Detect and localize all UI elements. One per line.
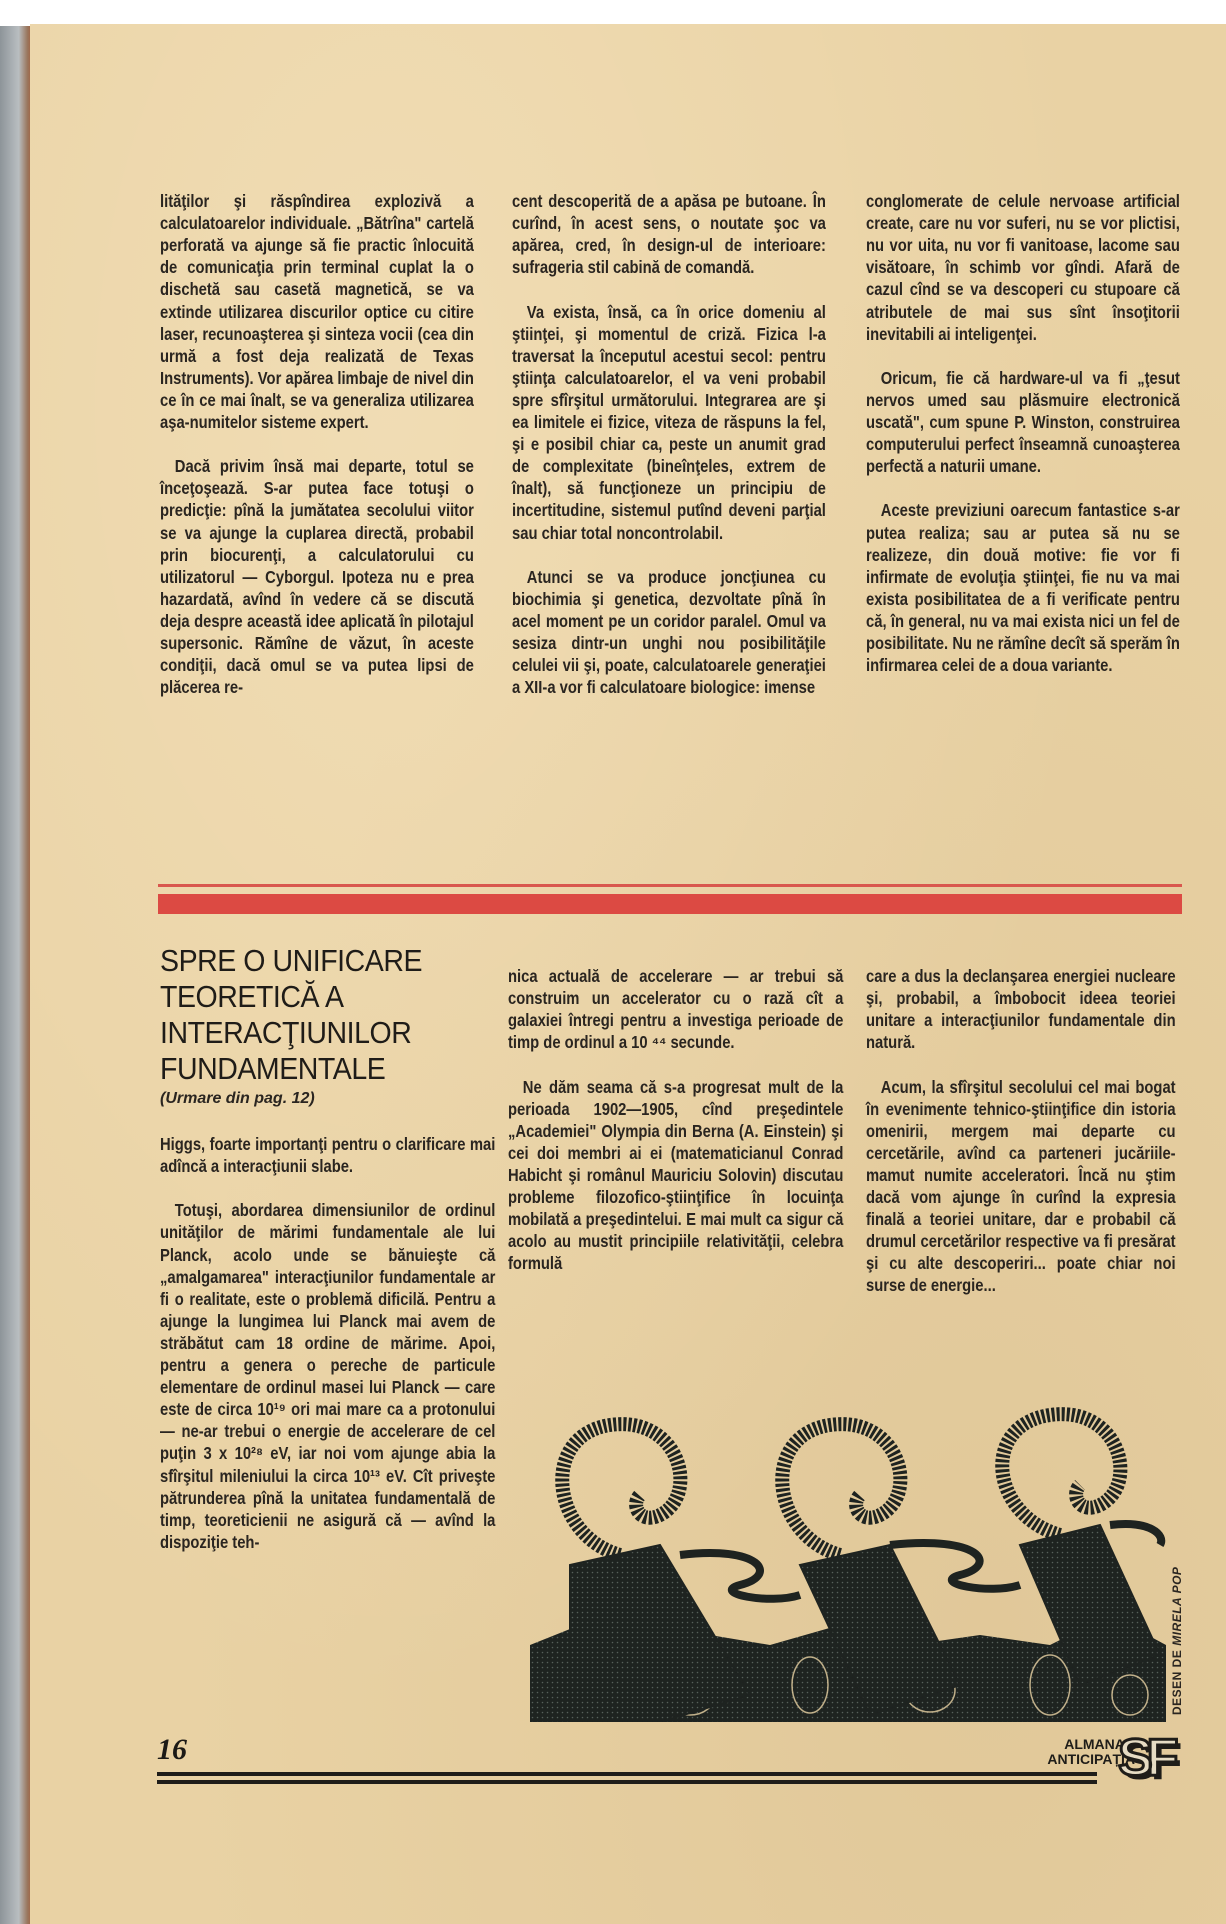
paragraph: Ne dăm seama că s-a progresat mult de la perioada 1902—1905, cînd preşedintele „Academiei" Olympia din Berna (A. Einstein) şi cei doi membri ai ei (matematicianul Conrad Habicht şi românul Mauriciu Solovin) discutau probleme filozofico-ştiinţifice în locuinţa mobilată a preşedintelui. E mai mult ca sigur că acolo au mustit principiile relativităţii, celebra formulă <box>508 1076 844 1274</box>
paragraph: Totuşi, abordarea dimensiunilor de ordinul unităţilor de mărimi fundamentale ale lui Planck, acolo unde se bănuieşte că „amalgamarea" interacţiunilor fundamentale ar fi o realitate, este o problemă dificilă. Pentru a ajunge la lungimea lui Planck mai avem de străbătut cam 18 ordine de mărime. Apoi, pentru a genera o pereche de particule elementare de ordinul masei lui Planck — care este de circa 10¹⁹ ori mai mare ca a protonului — ne-ar trebui o energie de accelerare de cel puţin 3 x 10²⁸ eV, iar noi vom ajunge abia la sfîrşitul mileniului la circa 10¹³ eV. Cît priveşte pătrunderea pînă la unitatea fundamentală de timp, teoreticienii ne asigură că — avînd la dispoziţie teh- <box>160 1200 496 1552</box>
paragraph: nica actuală de accelerare — ar trebui să construim un accelerator cu o rază cît a galaxiei întregi pentru a investiga perioade de timp de ordinul a 10 ⁴⁴ secunde. <box>508 966 844 1053</box>
continued-from-note: (Urmare din pag. 12) <box>160 1090 315 1107</box>
title-line: SPRE O UNIFICARE <box>160 943 423 978</box>
paragraph: Atunci se va produce joncţiunea cu biochimia şi genetica, dezvoltate pînă în acel moment pe un coridor paralel. Omul va sesiza dintr-un unghi nou posibilităţile celulei vii şi, poate, calculatoarele generaţiei a XII-a vor fi calculatoare biologice: imense <box>512 566 826 698</box>
magazine-brand: ALMANAH ANTICIPAȚIA <box>1047 1736 1135 1767</box>
page-number: 16 <box>157 1733 187 1766</box>
title-line: FUNDAMENTALE <box>160 1051 386 1086</box>
paragraph: Aceste previziuni oarecum fantastice s-ar putea realiza; sau ar putea să nu se realizeze, din două motive: fie vor fi infirmate de evoluţia ştiinţei, fie nu va mai exista posibilitatea de a fi verificate pentru că, în general, nu va mai exista nici un fel de posibilitate. Nu ne rămîne decît să sperăm în infirmarea celei de a doua variante. <box>866 500 1180 676</box>
paragraph: Va exista, însă, ca în orice domeniu al ştiinţei, şi momentul de criză. Fizica l-a traversat la începutul acestui secol: pentru ştiinţa calculatoarelor, el va veni probabil spre sfîrşitul următorului. Integrarea are şi ea limitele ei fizice, viteza de răspuns la fel, şi e posibil chiar ca, peste un anumit grad de complexitate (bineînţeles, extrem de înalt), să funcţioneze un principiu de incertitudine, sistemul putînd deveni parţial sau chiar total noncontrolabil. <box>512 301 826 543</box>
paragraph: conglomerate de celule nervoase artificial create, care nu vor suferi, nu se vor plictisi, nu vor uita, nu vor fi vanitoase, lacome sau visătoare, în schimb vor gîndi. Afară de cazul cînd se va descoperi cu stupoare că atributele de mai sus sînt însoţitorii inevitabili ai inteligenţei. <box>866 191 1180 344</box>
title-line: TEORETICĂ A <box>160 979 344 1014</box>
paragraph: cent descoperită de a apăsa pe butoane. În curînd, în acest sens, o noutate şoc va apărea, cred, în design-ul de interioare: sufrageria stil cabină de comandă. <box>512 191 826 278</box>
bottom-article-column-2 <box>508 943 843 1297</box>
bottom-article-column-1 <box>160 1111 495 1575</box>
spiral-tubes-illustration <box>510 1395 1166 1722</box>
separator-thin-rule <box>158 884 1182 887</box>
paragraph: Higgs, foarte importanţi pentru o clarificare mai adîncă a interacţiunii slabe. <box>160 1134 496 1177</box>
illustration-credit: DESEN DE MIRELA POP <box>1170 1566 1184 1715</box>
book-binding <box>0 26 34 1924</box>
top-article-column-1 <box>160 168 474 720</box>
footer-rule-bottom <box>157 1780 1097 1784</box>
paragraph: Oricum, fie că hardware-ul va fi „ţesut nervos umed sau plăsmuire electronică uscată", cum spune P. Winston, construirea computerului perfect înseamnă cunoaşterea perfectă a naturii umane. <box>866 367 1180 477</box>
sf-logo: SF <box>1118 1729 1173 1787</box>
top-article-column-3 <box>866 168 1180 698</box>
article-title <box>160 943 473 1087</box>
bottom-article-column-3 <box>866 943 1176 1319</box>
paragraph: Dacă privim însă mai departe, totul se înceţoşează. S-ar putea face totuşi o predicţie: pînă la jumătatea secolului viitor se va ajunge la cuplarea directă, probabil prin biocurenţi, a calculatorului cu utilizatorul — Cyborgul. Ipoteza nu e prea hazardată, avînd în vedere că se discută deja despre această idee aplicată în pilotajul supersonic. Rămîne de văzut, în aceste condiţii, dacă omul se va putea lipsi de plăcerea re- <box>160 456 474 698</box>
paragraph: Acum, la sfîrşitul secolului cel mai bogat în evenimente tehnico-ştiinţifice din istoria omenirii, mergem mai departe cu cercetările, avînd ca parteneri jucăriile-mamut numite acceleratori. Încă nu ştim dacă vom ajunge în curînd la expresia finală a teoriei unitare, dar e probabil că drumul cercetărilor respective va fi presărat şi cu alte descoperiri... poate chiar noi surse de energie... <box>866 1076 1176 1296</box>
footer-rule-top <box>157 1772 1097 1776</box>
paragraph: lităţilor şi răspîndirea explozivă a calculatoarelor individuale. „Bătrîna" cartelă perforată va ajunge să fie practic înlocuită de comunicaţia prin terminal cuplat la o dischetă sau casetă magnetică, se va extinde utilizarea discurilor optice cu citire laser, recunoaşterea şi sinteza vocii (cea din urmă a fost deja realizată de Texas Instruments). Vor apărea limbaje de nivel din ce în ce mai înalt, se va generaliza utilizarea aşa-numitelor sisteme expert. <box>160 191 474 433</box>
paragraph: care a dus la declanşarea energiei nucleare şi, probabil, a îmbobocit ideea teoriei unitare a interacţiunilor fundamentale din natură. <box>866 966 1176 1053</box>
separator-thick-rule <box>158 894 1182 914</box>
top-article-column-2 <box>512 168 826 720</box>
title-line: INTERACŢIUNILOR <box>160 1015 412 1050</box>
